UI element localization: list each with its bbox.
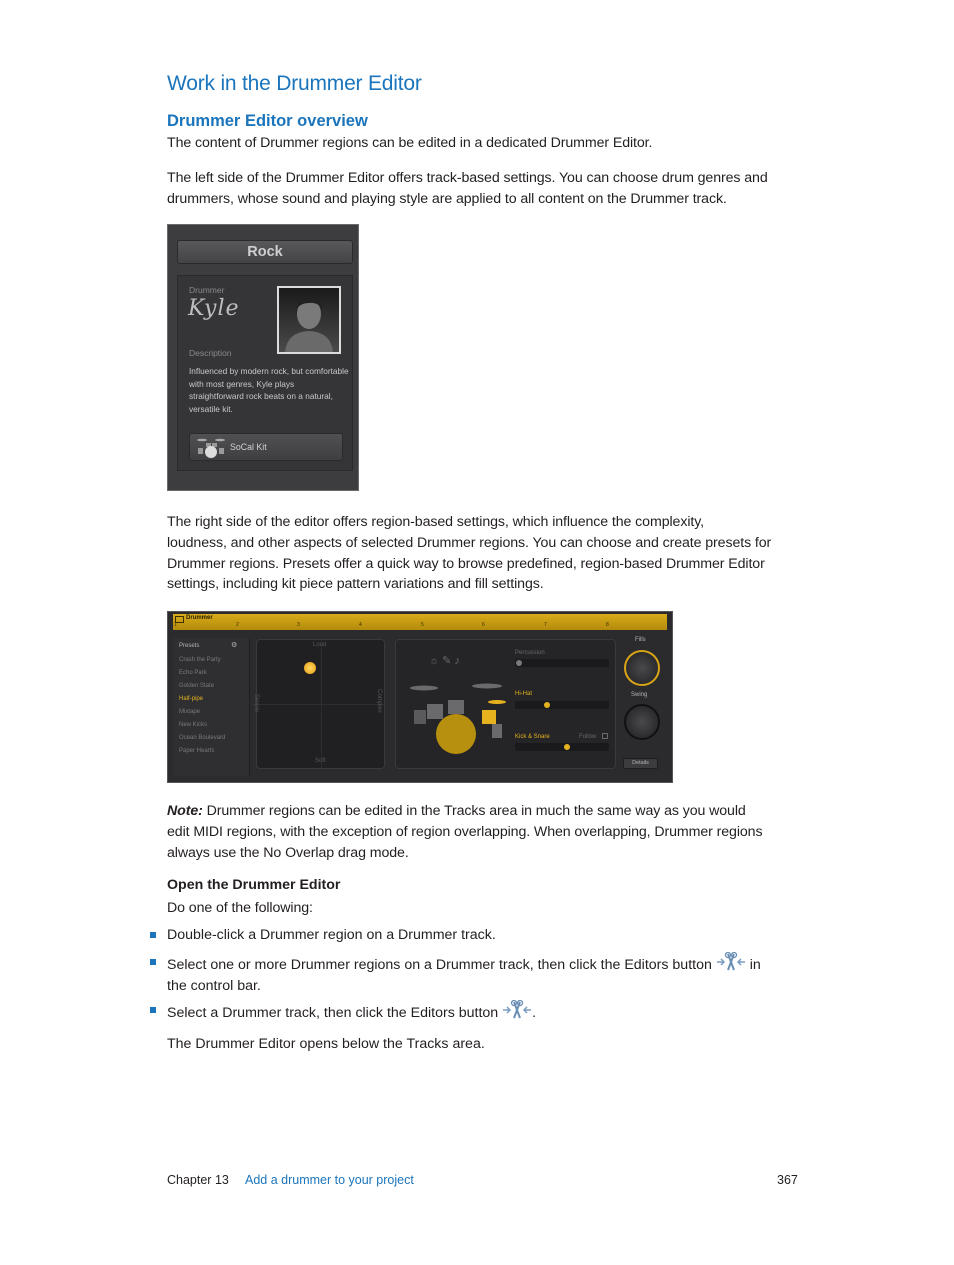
swing-label: Swing <box>631 692 648 698</box>
details-button[interactable]: Details <box>623 758 658 769</box>
drummer-portrait[interactable] <box>277 286 341 354</box>
drummer-name: Kyle <box>188 296 240 321</box>
kit-button[interactable] <box>189 433 343 461</box>
pad-label-simple: Simple <box>253 693 260 713</box>
presets-header: Presets <box>179 643 200 649</box>
result-text: The Drummer Editor opens below the Tracks area. <box>167 1036 485 1052</box>
footer-chapter: Chapter 13 <box>167 1173 229 1187</box>
task-title: Open the Drummer Editor <box>167 877 341 893</box>
preset-item[interactable]: Crash the Party <box>179 657 221 663</box>
bullet-item-1: Double-click a Drummer region on a Drummer track. <box>167 927 496 943</box>
drummer-portrait-icon <box>279 288 339 352</box>
region-track-name: Drummer <box>186 615 213 621</box>
note-paragraph: Note: Drummer regions can be edited in the Tracks area in much the same way as you would edit MIDI regions, with the exception of region overlapping. When overlapping, Drummer regions always use the No Overlap drag mode. <box>167 803 763 861</box>
bullet-marker <box>150 959 156 965</box>
preset-item[interactable]: New Kicks <box>179 722 208 728</box>
percussion-icons[interactable]: ☼ ✎ ♪ <box>429 655 460 667</box>
ruler-tick: 3 <box>297 622 300 628</box>
region-ruler[interactable] <box>173 614 667 630</box>
ruler-tick: 5 <box>421 622 424 628</box>
pad-label-loud: Loud <box>313 642 327 648</box>
hihat-label: Hi-Hat <box>515 691 533 697</box>
xy-pad[interactable] <box>253 639 385 769</box>
drummer-description: Influenced by modern rock, but comfortable with most genres, Kyle plays straightforward rock beats on a natural, versatile kit. <box>189 366 349 414</box>
drummer-editor-screenshot <box>167 611 673 783</box>
hihat-slider[interactable] <box>515 701 609 709</box>
xy-pad-puck[interactable] <box>304 662 316 674</box>
follow-checkbox[interactable] <box>602 733 608 739</box>
drum-kit-icon <box>197 436 225 460</box>
preset-item[interactable]: Ocean Boulevard <box>179 735 226 741</box>
ruler-tick: 7 <box>544 622 547 628</box>
preset-item[interactable]: Echo Park <box>179 670 207 676</box>
bullet-item-3: Select a Drummer track, then click the Editors button . <box>167 1000 807 1024</box>
page-title: Work in the Drummer Editor <box>167 72 422 95</box>
task-intro: Do one of the following: <box>167 900 313 916</box>
swing-knob[interactable] <box>624 704 660 740</box>
kit-piece-panel <box>395 639 616 769</box>
section-title: Drummer Editor overview <box>167 112 368 130</box>
drum-kit-image[interactable] <box>402 680 507 766</box>
footer-chapter-link[interactable]: Add a drummer to your project <box>245 1173 414 1187</box>
preset-item-selected[interactable]: Half-pipe <box>179 696 204 702</box>
pad-label-complex: Complex <box>375 689 382 713</box>
kick-snare-slider[interactable] <box>515 743 609 751</box>
note-label: Note: <box>167 803 203 819</box>
paragraph-intro: The content of Drummer regions can be edited in a dedicated Drummer Editor. <box>167 135 653 151</box>
bullet-marker <box>150 1007 156 1013</box>
bullet-marker <box>150 932 156 938</box>
fills-label: Fills <box>635 637 646 643</box>
ruler-tick: 6 <box>482 622 485 628</box>
description-label: Description <box>189 348 232 358</box>
page-number: 367 <box>777 1173 798 1187</box>
editors-button-icon <box>502 1000 532 1020</box>
gear-icon[interactable]: ⚙ <box>231 642 238 649</box>
genre-button[interactable]: Rock <box>177 240 353 264</box>
bullet-item-2: Select one or more Drummer regions on a Drummer track, then click the Editors button in the control bar. <box>167 952 807 997</box>
percussion-label: Percussion <box>515 650 545 656</box>
fills-knob[interactable] <box>624 650 660 686</box>
presets-sidebar <box>173 638 250 776</box>
percussion-slider[interactable] <box>515 659 609 667</box>
editors-button-icon <box>716 952 746 972</box>
preset-item[interactable]: Mixtape <box>179 709 201 715</box>
drummer-info-box <box>177 275 353 471</box>
paragraph-right-side: The right side of the editor offers region-based settings, which influence the complexity, loudness, and other aspects of selected Drummer regions. You can choose and create presets for Drummer regions. Presets offer a quick way to browse predefined, region-based Drummer Editor settings, including kit piece pattern variations and fill settings. <box>167 514 772 593</box>
preset-item[interactable]: Golden State <box>179 683 215 689</box>
ruler-tick: 8 <box>606 622 609 628</box>
ruler-tick: 4 <box>359 622 362 628</box>
preset-item[interactable]: Paper Hearts <box>179 748 215 754</box>
paragraph-left-side: The left side of the Drummer Editor offers track-based settings. You can choose drum genres and drummers, whose sound and playing style are applied to all content on the Drummer track. <box>167 170 768 207</box>
follow-label: Follow <box>579 734 597 740</box>
drummer-panel-screenshot <box>167 224 359 491</box>
pad-label-soft: Soft <box>315 758 326 764</box>
kit-label: SoCal Kit <box>230 442 267 452</box>
drummer-label: Drummer <box>189 285 225 295</box>
kick-snare-label: Kick & Snare <box>515 734 550 740</box>
ruler-tick: 2 <box>236 622 239 628</box>
ruler-tick: 1 <box>174 622 177 628</box>
